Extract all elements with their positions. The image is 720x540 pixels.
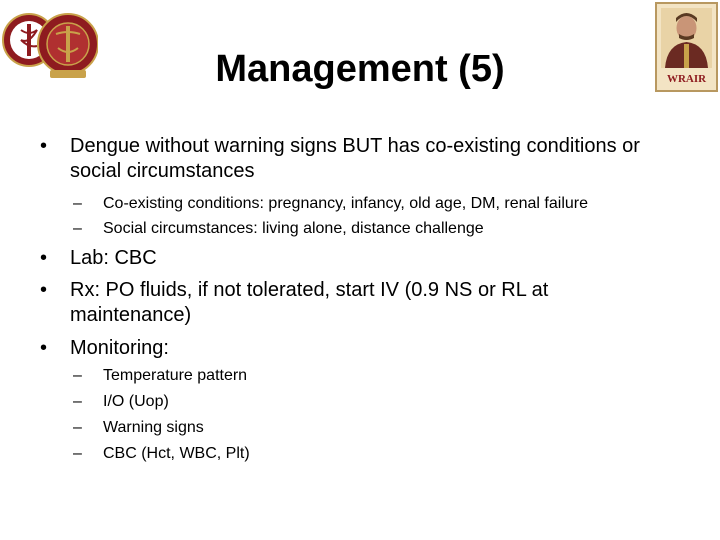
- bullet-icon: •: [40, 247, 48, 269]
- sub-bullet-text: Warning signs: [103, 419, 204, 436]
- bullet-icon: •: [40, 337, 48, 359]
- bullet-icon: •: [40, 279, 48, 301]
- sub-bullet-item: [73, 218, 683, 240]
- sub-bullet-text: I/O (Uop): [103, 393, 169, 410]
- sub-bullet-item: [73, 391, 683, 413]
- bullet-text: Monitoring:: [70, 337, 169, 359]
- bullet-item: [40, 246, 650, 271]
- dash-icon: –: [73, 195, 82, 212]
- bullet-text: Dengue without warning signs BUT has co-existing conditions or social circumstances: [70, 135, 640, 182]
- sub-bullet-item: [73, 417, 683, 439]
- dash-icon: –: [73, 367, 82, 384]
- dash-icon: –: [73, 393, 82, 410]
- sub-bullet-text: Temperature pattern: [103, 367, 248, 384]
- dash-icon: –: [73, 419, 82, 436]
- slide-title: Management (5): [215, 48, 505, 90]
- wrair-logo-text: WRAIR: [666, 73, 707, 85]
- bullet-item: [40, 134, 650, 184]
- bullet-item: [40, 278, 650, 328]
- sub-bullet-text: CBC (Hct, WBC, Plt): [103, 445, 250, 462]
- sub-bullet-item: [73, 443, 683, 465]
- bullet-text: Lab: CBC: [70, 247, 157, 269]
- bullet-item: [40, 336, 650, 361]
- bullet-text: Rx: PO fluids, if not tolerated, start IV (0.9 NS or RL at maintenance): [70, 279, 549, 326]
- dash-icon: –: [73, 220, 82, 237]
- sub-bullet-text: Co-existing conditions: pregnancy, infancy, old age, DM, renal failure: [103, 195, 588, 212]
- sub-bullet-item: [73, 365, 683, 387]
- dash-icon: –: [73, 445, 82, 462]
- sub-bullet-text: Social circumstances: living alone, distance challenge: [103, 220, 484, 237]
- sub-bullet-item: [73, 193, 683, 215]
- bullet-icon: •: [40, 135, 48, 157]
